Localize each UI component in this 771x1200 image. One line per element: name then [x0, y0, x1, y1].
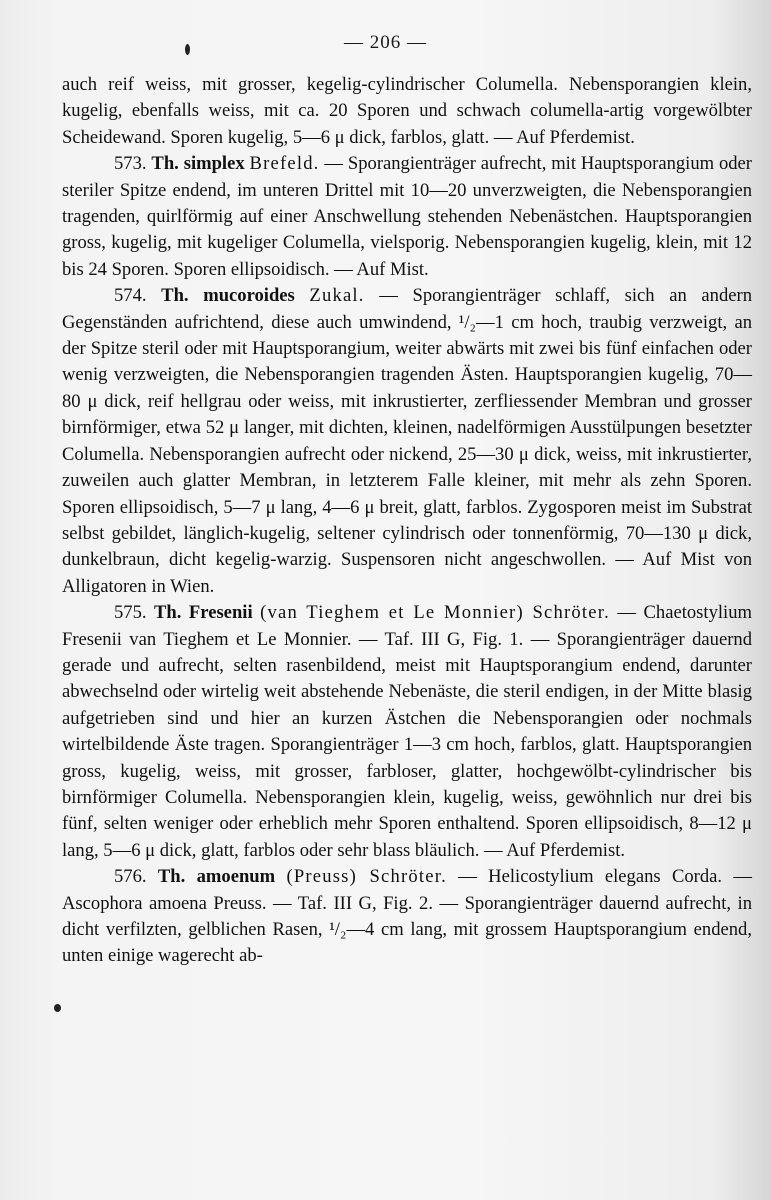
- species-entry-576: [62, 864, 752, 970]
- genus-abbreviation: Th.: [151, 153, 179, 175]
- author-citation: (Preuss) Schröter.: [286, 866, 447, 888]
- entry-number: 576.: [114, 866, 147, 888]
- author-citation: (van Tieghem et Le Monnier) Schröter.: [260, 602, 610, 624]
- genus-abbreviation: Th.: [161, 285, 189, 307]
- species-epithet: simplex: [183, 153, 245, 175]
- entry-number: 574.: [114, 285, 147, 307]
- species-epithet: amoenum: [196, 866, 276, 888]
- species-entry-574: [62, 283, 752, 600]
- entry-number: 575.: [114, 602, 147, 624]
- species-entry-573: [62, 151, 752, 283]
- page-number: — 206 —: [344, 32, 427, 53]
- paragraph-text: auch reif weiss, mit grosser, kegelig-cylindrischer Columella. Nebensporangien klein, kugelig, ebenfalls weiss, mit ca. 20 Sporen und schwach columella-artig vorgewölbter Scheidewand. Sporen kugelig, 5—6 μ dick, farblos, glatt. — Auf Pferdemist.: [62, 74, 752, 148]
- body-text: [62, 72, 752, 970]
- paragraph-continuation: [62, 72, 752, 151]
- paragraph-text: — Chaetostylium Fresenii van Tieghem et Le Monnier. — Taf. III G, Fig. 1. — Sporangienträger dauernd gerade und aufrecht, selten rasenbildend, meist mit Hauptsporangium endend, darunter abwechselnd oder wirtelig weit abstehende Nebenäste, die steril endigen, in der Mitte blasig aufgetrieben sind und hier an kurzen Ästchen die Nebensporangien oder nochmals wirtelbildende Äste tragen. Sporangienträger 1—3 cm hoch, farblos, glatt. Hauptsporangien gross, kugelig, weiss, mit grosser, farbloser, glatter, hochgewölbt-cylindrischer bis birnförmiger Columella. Nebensporangien klein, kugelig, weiss, gewöhnlich nur drei bis fünf, selten weniger oder erheblich mehr Sporen enthaltend. Sporen ellipsoidisch, 8—12 μ lang, 5—6 μ dick, glatt, farblos oder sehr blass bläulich. — Auf Pferdemist.: [62, 602, 752, 861]
- genus-abbreviation: Th.: [154, 602, 182, 624]
- genus-abbreviation: Th.: [157, 866, 186, 888]
- paragraph-text: — Helicostylium elegans Corda. — Ascophora amoena Preuss. — Taf. III G, Fig. 2. — Sporangienträger dauernd aufrecht, in dicht verfilzten, gelblichen Rasen, ¹/₂—4 cm lang, mit grossem Hauptsporangium endend, unten einige wagerecht ab-: [62, 866, 752, 967]
- ink-spot: [54, 1004, 61, 1012]
- paragraph-text: — Sporangienträger schlaff, sich an andern Gegenständen aufrichtend, diese auch umwindend, ¹/₂—1 cm hoch, traubig verzweigt, an der Spitze steril oder mit Hauptsporangium, weiter abwärts mit zwei bis fünf einfachen oder wenig verzweigten, die Nebensporangien tragenden Ästen. Hauptsporangien kugelig, 70—80 μ dick, reif hellgrau oder weiss, mit inkrustierter, zerfliessender Membran und grosser birnförmiger, etwa 52 μ langer, mit dichten, kleinen, nadelförmigen Ausstülpungen besetzter Columella. Nebensporangien aufrecht oder nickend, 25—30 μ dick, weiss, mit inkrustierter, zuweilen auch glatter Membran, in letzterem Falle kleiner, mit mehr als zehn Sporen. Sporen ellipsoidisch, 5—7 μ lang, 4—6 μ breit, glatt, farblos. Zygosporen meist im Substrat selbst gebildet, länglich-kugelig, seltener cylindrisch oder tonnenförmig, 70—130 μ dick, dunkelbraun, dicht kegelig-warzig. Suspensoren nicht angeschwollen. — Auf Mist von Alligatoren in Wien.: [62, 285, 752, 597]
- species-entry-575: [62, 600, 752, 864]
- entry-number: 573.: [114, 153, 147, 175]
- species-epithet: mucoroides: [203, 285, 295, 307]
- author-citation: Brefeld.: [249, 153, 320, 175]
- species-epithet: Fresenii: [188, 602, 253, 624]
- paragraph-text: — Sporangienträger aufrecht, mit Hauptsporangium oder steriler Spitze endend, im unteren Drittel mit 10—20 unverzweigten, die Nebensporangien tragenden, quirlförmig auf einer Anschwellung stehenden Nebenästchen. Hauptsporangien gross, kugelig, mit kugeliger Columella, vielsporig. Nebensporangien kugelig, klein, mit 12 bis 24 Sporen. Sporen ellipsoidisch. — Auf Mist.: [62, 153, 753, 280]
- author-citation: Zukal.: [309, 285, 365, 307]
